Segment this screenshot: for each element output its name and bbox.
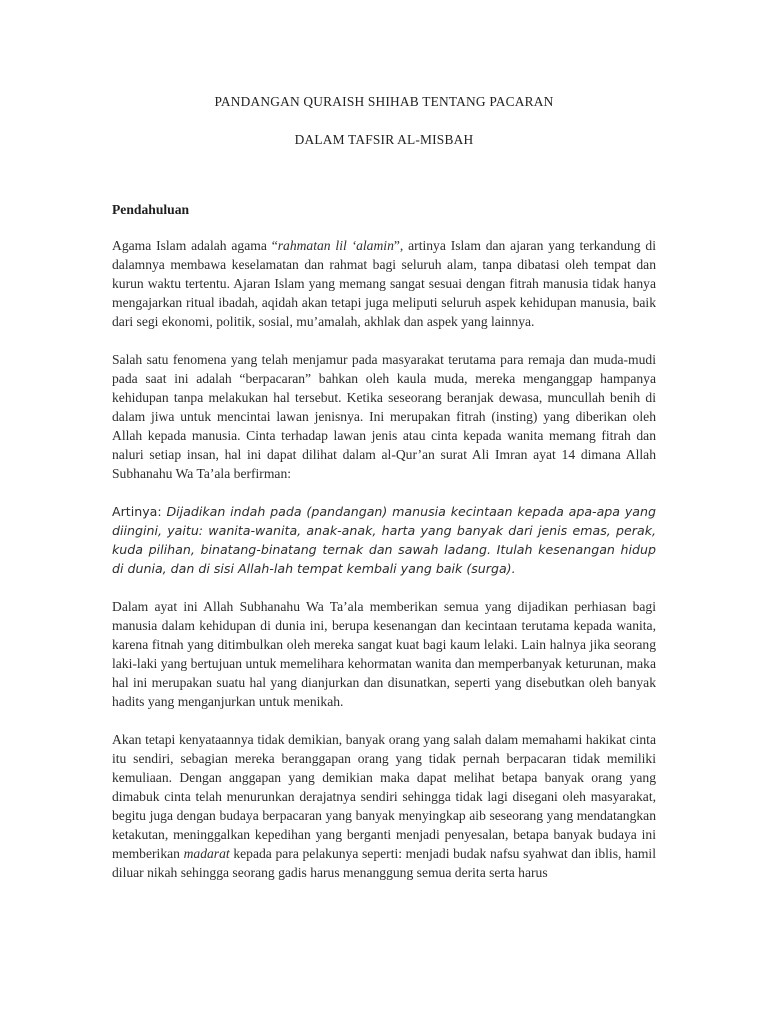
paragraph-1-italic-term: rahmatan lil ‘alamin xyxy=(277,238,394,253)
document-title-line-1: PANDANGAN QURAISH SHIHAB TENTANG PACARAN xyxy=(214,94,554,109)
paragraph-2: Salah satu fenomena yang telah menjamur pada masyarakat terutama para remaja dan muda-mudi pada saat ini adalah “berpacaran” bahkan oleh kaula muda, mereka menganggap hampanya kehidupan tanpa melakukan hal tersebut. Ketika seseorang beranjak dewasa, muncullah benih di dalam jiwa untuk mencintai lawan jenisnya. Ini merupakan fitrah (insting) yang diberikan oleh Allah kepada manusia. Cinta terhadap lawan jenis atau cinta kepada wanita memang fitrah dan naluri setiap insan, hal ini dapat dilihat dalam al-Qur’an surat Ali Imran ayat 14 dimana Allah Subhanahu Wa Ta’ala berfirman: xyxy=(112,352,656,481)
paragraph-4 xyxy=(112,730,656,882)
document-title-line-2: DALAM TAFSIR AL-MISBAH xyxy=(294,132,474,147)
section-heading: Pendahuluan xyxy=(112,202,190,217)
verse-text: Dijadikan indah pada (pandangan) manusia kecintaan kepada apa-apa yang diingini, yaitu: wanita-wanita, anak-anak, harta yang banyak dari jenis emas, perak, kuda pilihan, binatang-binatang ternak dan sawah ladang. Itulah kesenangan hidup di dunia, dan di sisi Allah-lah tempat kembali yang baik (surga). xyxy=(112,504,656,576)
verse-label: Artinya: xyxy=(112,504,167,519)
paragraph-3: Dalam ayat ini Allah Subhanahu Wa Ta’ala memberikan semua yang dijadikan perhiasan bagi manusia dalam kehidupan di dunia ini, berupa kesenangan dan kecintaan terutama kepada wanita, karena fitnah yang ditimbulkan oleh mereka sangat kuat bagi kaum lelaki. Lain halnya jika seorang laki-laki yang bertujuan untuk memelihara kehormatan wanita dan memperbanyak keturunan, maka hal ini merupakan suatu hal yang dianjurkan dan disunatkan, seperti yang disebutkan oleh banyak hadits yang menganjurkan untuk menikah. xyxy=(112,599,656,709)
paragraph-1-text-a: Agama Islam adalah agama “ xyxy=(112,238,278,253)
paragraph-1-text-b: ”, artinya Islam dan ajaran yang terkandung di dalamnya membawa keselamatan dan rahmat bagi seluruh alam, tanpa dibatasi oleh tempat dan kurun waktu tertentu. Ajaran Islam yang memang sangat sesuai dengan fitrah manusia tidak hanya mengajarkan ritual ibadah, aqidah akan tetapi juga meliputi seluruh aspek kehidupan manusia, baik dari segi ekonomi, politik, sosial, mu’amalah, akhlak dan aspek yang lainnya. xyxy=(112,238,656,329)
paragraph-4-text-b: kepada para pelakunya seperti: menjadi budak nafsu syahwat dan iblis, hamil diluar nikah sehingga seorang gadis harus menanggung semua derita serta harus xyxy=(112,846,656,880)
paragraph-4-italic-term: madarat xyxy=(183,846,230,861)
verse-translation xyxy=(112,502,656,578)
paragraph-1 xyxy=(112,236,656,331)
paragraph-4-text-a: Akan tetapi kenyataannya tidak demikian, banyak orang yang salah dalam memahami hakikat cinta itu sendiri, sebagian mereka beranggapan orang yang tidak pernah berpacaran tidak memiliki kemuliaan. Dengan anggapan yang demikian maka dapat melihat betapa banyak orang yang dimabuk cinta telah menurunkan derajatnya sendiri sehingga tidak lagi disegani oleh masyarakat, begitu juga dengan budaya berpacaran yang banyak menyingkap aib seseorang yang mendatangkan ketakutan, meninggalkan kepedihan yang berganti menjadi penyesalan, betapa banyak budaya ini memberikan xyxy=(112,732,656,861)
